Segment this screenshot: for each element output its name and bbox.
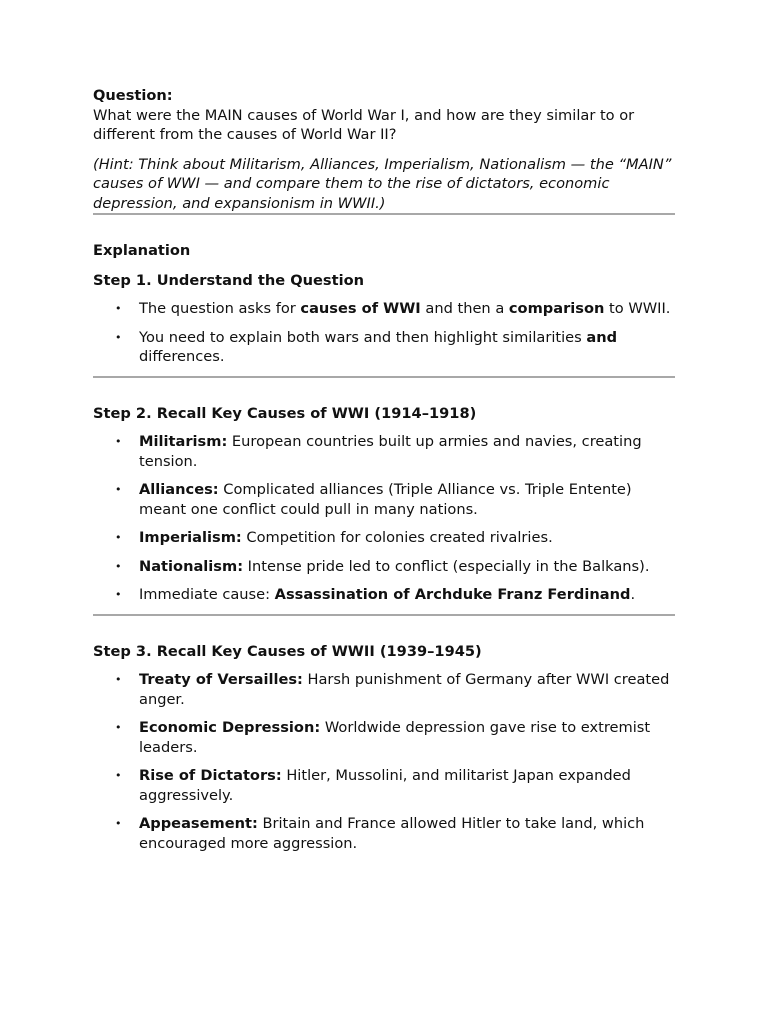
divider — [93, 376, 675, 378]
bullet-icon: • — [115, 302, 122, 315]
bullet-icon: • — [115, 435, 122, 448]
list-item: • Alliances: Complicated alliances (Triple Alliance vs. Triple Entente) meant one conflict could pull in many nations. — [115, 481, 632, 518]
list-item: • You need to explain both wars and then highlight similarities and differences. — [115, 328, 618, 365]
step2-list — [93, 432, 675, 605]
explanation-heading: Explanation — [93, 242, 191, 259]
question-text: What were the MAIN causes of World War I, and how are they similar to or different from the causes of World War II? — [93, 106, 635, 143]
list-item: • Rise of Dictators: Hitler, Mussolini, and militarist Japan expanded aggressively. — [115, 767, 631, 804]
bullet-icon: • — [115, 588, 122, 601]
question-hint: (Hint: Think about Militarism, Alliances, Imperialism, Nationalism — the “MAIN” causes of WWI — and compare them to the rise of dictators, economic depression, and expansionism in WWII.) — [93, 155, 672, 212]
bullet-icon: • — [115, 483, 122, 496]
bullet-icon: • — [115, 721, 122, 734]
list-item: • Nationalism: Intense pride led to conflict (especially in the Balkans). — [115, 557, 650, 575]
step1-list — [93, 299, 675, 367]
question-label: Question: — [93, 87, 173, 104]
step3-heading: Step 3. Recall Key Causes of WWII (1939–1945) — [93, 642, 482, 660]
list-item: • Imperialism: Competition for colonies created rivalries. — [115, 529, 553, 546]
step3-list — [93, 670, 675, 853]
document-page — [93, 86, 675, 862]
list-item: • Militarism: European countries built up armies and navies, creating tension. — [115, 433, 642, 470]
list-item: • The question asks for causes of WWI and then a comparison to WWII. — [115, 300, 671, 317]
step1-heading: Step 1. Understand the Question — [93, 271, 365, 289]
divider — [93, 213, 675, 215]
bullet-icon: • — [115, 531, 122, 544]
bullet-icon: • — [115, 559, 122, 573]
step2-heading: Step 2. Recall Key Causes of WWI (1914–1918) — [93, 404, 477, 422]
bullet-icon: • — [115, 769, 122, 782]
list-item: • Immediate cause: Assassination of Archduke Franz Ferdinand. — [115, 586, 636, 603]
bullet-icon: • — [115, 330, 122, 344]
bullet-icon: • — [115, 673, 122, 686]
divider — [93, 614, 675, 616]
bullet-icon: • — [115, 817, 122, 830]
list-item: • Treaty of Versailles: Harsh punishment of Germany after WWI created anger. — [115, 671, 670, 708]
list-item: • Economic Depression: Worldwide depression gave rise to extremist leaders. — [115, 719, 651, 756]
list-item: • Appeasement: Britain and France allowed Hitler to take land, which encouraged more aggression. — [115, 815, 645, 852]
